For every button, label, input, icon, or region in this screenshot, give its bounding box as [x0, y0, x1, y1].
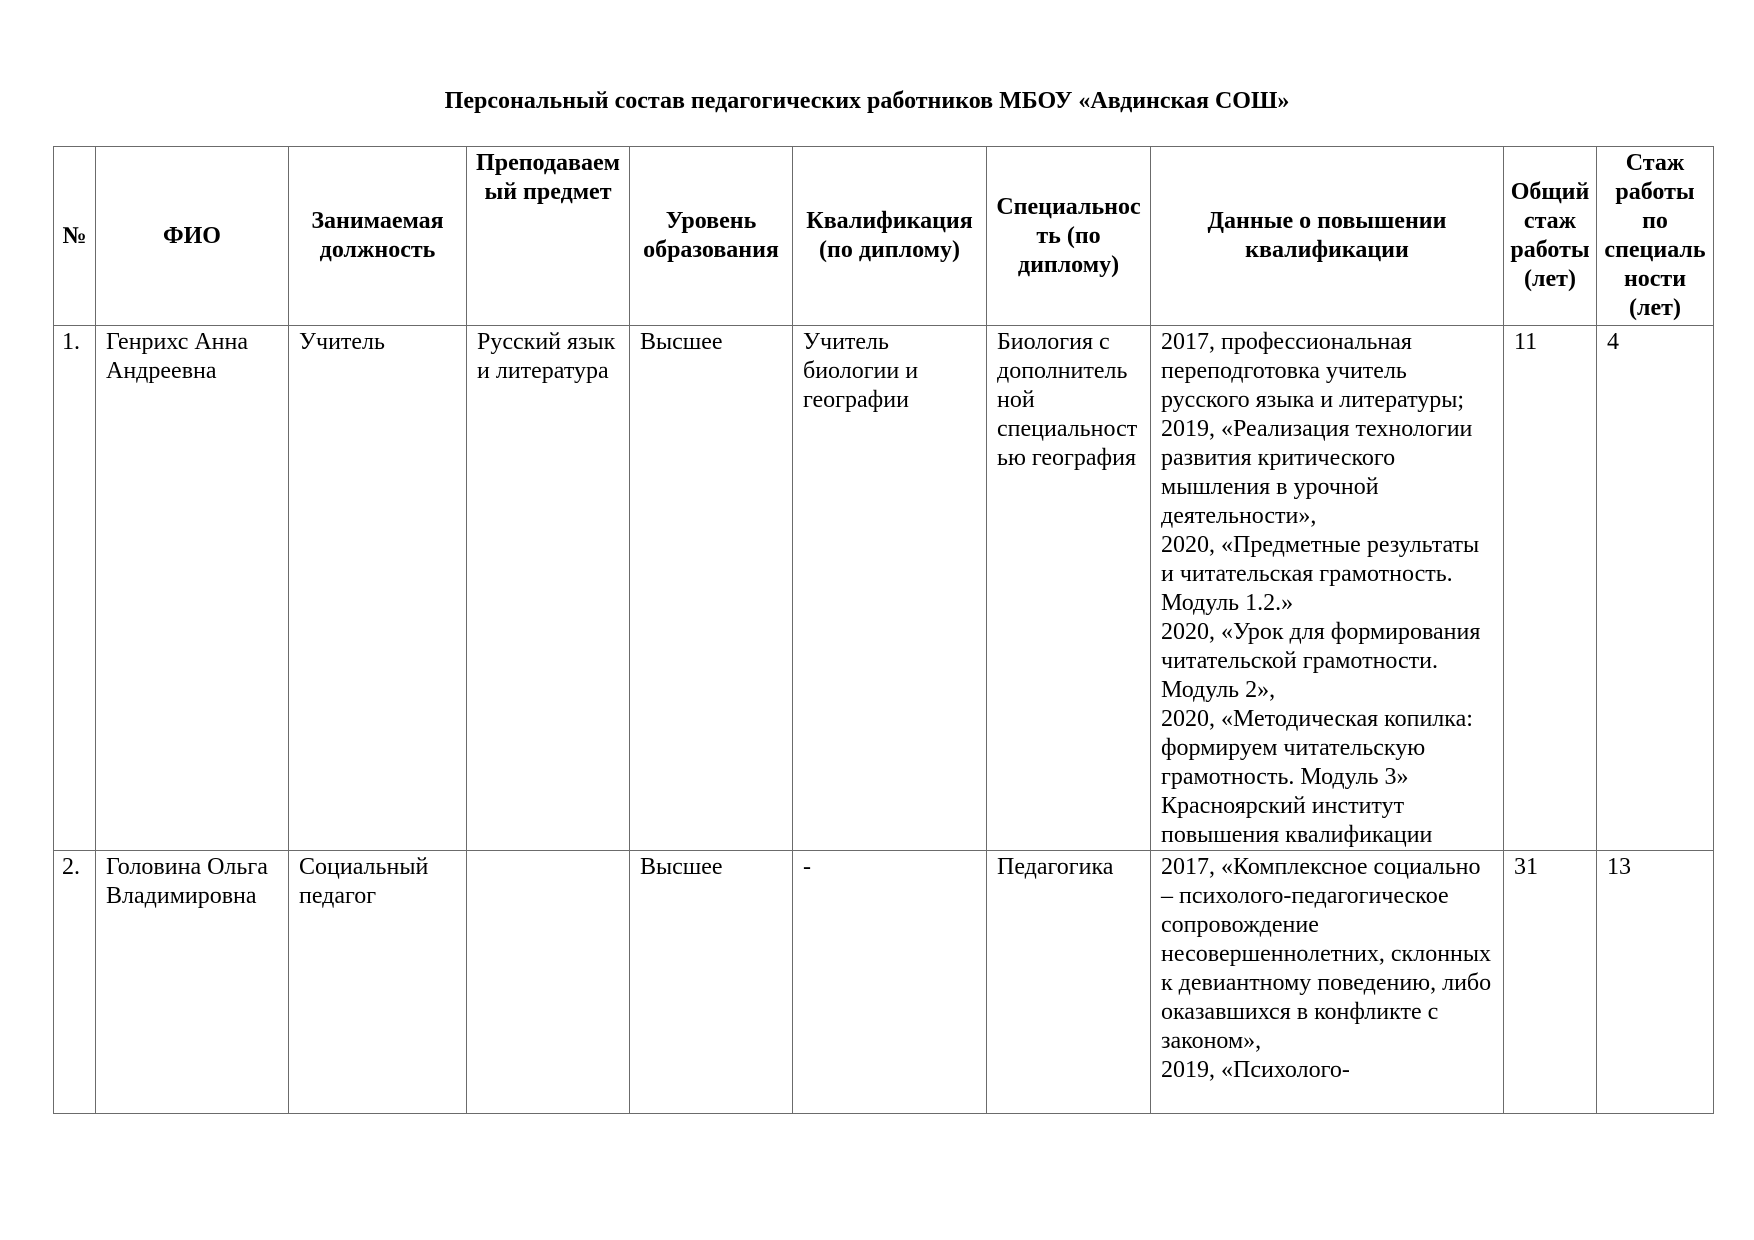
training-entry: Красноярский институт повышения квалификации: [1161, 793, 1433, 848]
header-specialty: Специальность (по диплому): [987, 147, 1151, 326]
header-total-experience: Общий стаж работы (лет): [1504, 147, 1597, 326]
training-entry: 2019, «Реализация технологии развития критического мышления в урочной деятельности»,: [1161, 416, 1473, 529]
cell-specialty: Биология с дополнительной специальностью география: [987, 326, 1151, 851]
header-position: Занимаемая должность: [289, 147, 467, 326]
document-title: Персональный состав педагогических работников МБОУ «Авдинская СОШ»: [444, 88, 1290, 114]
training-entry: 2020, «Методическая копилка: формируем читательскую грамотность. Модуль 3»: [1161, 706, 1473, 790]
cell-specialty-experience: 13: [1597, 851, 1714, 1114]
header-training: Данные о повышении квалификации: [1151, 147, 1504, 326]
cell-fio: Головина Ольга Владимировна: [96, 851, 289, 1114]
table-row: [54, 851, 1714, 1114]
cell-num: 1.: [54, 326, 96, 851]
cell-training: [1151, 326, 1504, 851]
cell-qualification: Учитель биологии и географии: [793, 326, 987, 851]
cell-num: 2.: [54, 851, 96, 1114]
training-entry: 2017, профессиональная переподготовка учитель русского языка и литературы;: [1161, 329, 1465, 413]
cell-training: [1151, 851, 1504, 1114]
table-header-row: [54, 147, 1714, 326]
header-education: Уровень образования: [630, 147, 793, 326]
training-entry: 2019, «Психолого-: [1161, 1057, 1350, 1083]
cell-education: Высшее: [630, 326, 793, 851]
header-qualification: Квалификация (по диплому): [793, 147, 987, 326]
cell-total-experience: 31: [1504, 851, 1597, 1114]
cell-specialty: Педагогика: [987, 851, 1151, 1114]
header-specialty-experience: Стаж работы по специальности (лет): [1597, 147, 1714, 326]
cell-education: Высшее: [630, 851, 793, 1114]
table-row: [54, 326, 1714, 851]
cell-total-experience: 11: [1504, 326, 1597, 851]
header-fio: ФИО: [96, 147, 289, 326]
cell-specialty-experience: 4: [1597, 326, 1714, 851]
cell-fio: Генрихс Анна Андреевна: [96, 326, 289, 851]
cell-position: Социальный педагог: [289, 851, 467, 1114]
cell-qualification: -: [793, 851, 987, 1114]
training-entry: 2020, «Предметные результаты и читательская грамотность. Модуль 1.2.»: [1161, 532, 1480, 616]
staff-table: [53, 146, 1714, 1114]
header-subject: Преподаваемый предмет: [467, 147, 630, 326]
header-num: №: [54, 147, 96, 326]
training-entry: 2020, «Урок для формирования читательской грамотности. Модуль 2»,: [1161, 619, 1481, 703]
cell-subject: [467, 851, 630, 1114]
training-entry: 2017, «Комплексное социально – психолого-педагогическое сопровождение несовершеннолетних, склонных к девиантному поведению, либо оказавшихся в конфликте с законом»,: [1161, 854, 1492, 1054]
cell-position: Учитель: [289, 326, 467, 851]
cell-subject: Русский язык и литература: [467, 326, 630, 851]
